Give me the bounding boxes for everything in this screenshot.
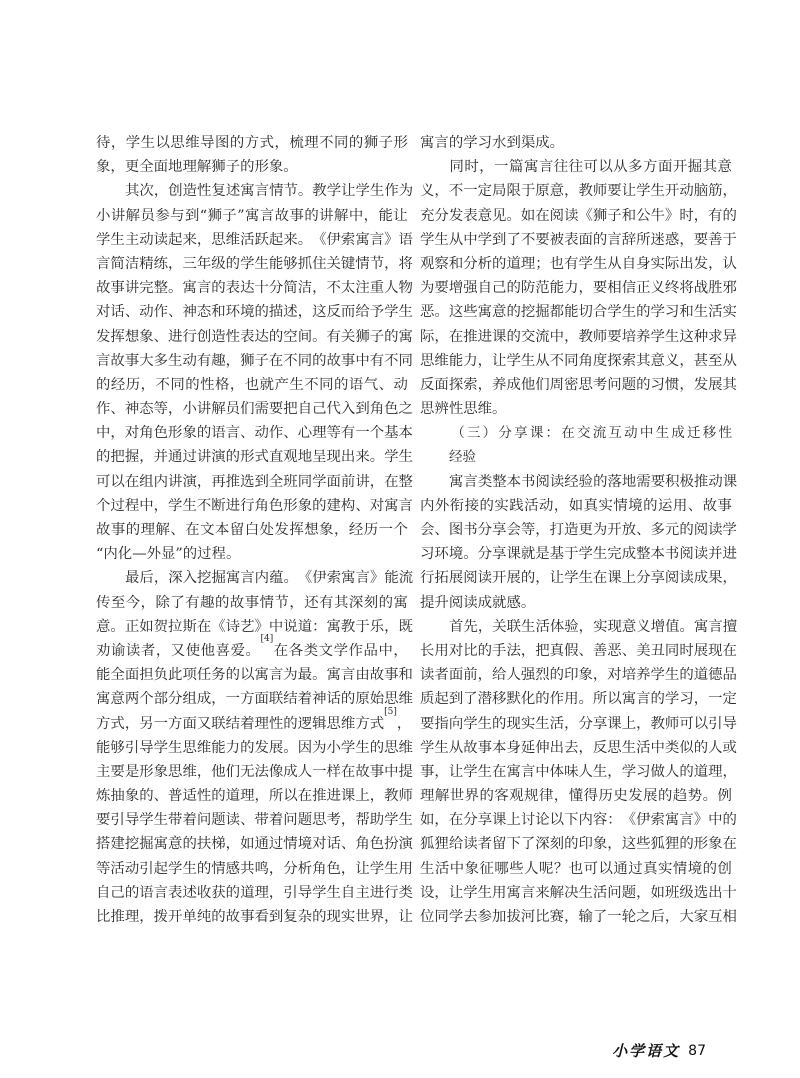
text-line: 恶 。 这 些 寓 意 的 挖 掘 都 能 切 合 学 生 的 学 习 和 生 活 实 bbox=[420, 304, 737, 321]
text-line: 炼 抽 象 的 、 普 适 性 的 道 理 ， 所 以 在 推 进 课 上 ， 教 师 bbox=[96, 788, 413, 805]
text-line: 要 引 导 学 生 带 着 问 题 读 、 带 着 问 题 思 考 ， 帮 助 学 生 bbox=[96, 812, 413, 829]
text-line: 学 生 主 动 读 起 来 ， 思 维 活 跃 起 来 。 《 伊 索 寓 言 》 语 bbox=[96, 231, 413, 248]
text-line: 际 ， 在 推 进 课 的 交 流 中 ， 教 师 要 培 养 学 生 这 种 求 异 bbox=[420, 328, 737, 345]
text-line: 方 式 ， 另 一 方 面 又 联 结 着 理 性 的 逻 辑 思 维 方 式 [5] ， bbox=[96, 712, 408, 736]
text-line: 主 要 是 形 象 思 维 ， 他 们 无 法 像 成 人 一 样 在 故 事 中 提 bbox=[96, 763, 413, 780]
text-line: 能 全 面 担 负 此 项 任 务 的 以 寓 言 为 最 。 寓 言 由 故 事 和 bbox=[96, 667, 413, 684]
text-line: 提 升 阅 读 成 就 感 。 bbox=[420, 594, 536, 611]
text-line: 传 至 今 ， 除 了 有 趣 的 故 事 情 节 ， 还 有 其 深 刻 的 寓 bbox=[96, 594, 408, 611]
text-line: 观 察 和 分 析 的 道 理 ； 也 有 学 生 从 自 身 实 际 出 发 ， 认 bbox=[420, 255, 737, 272]
text-line: 经 验 bbox=[449, 449, 476, 466]
text-line: 理 解 世 界 的 客 观 规 律 ， 懂 得 历 史 发 展 的 趋 势 。 例 bbox=[420, 788, 732, 805]
page-footer bbox=[612, 1040, 706, 1061]
text-line: 中 ， 对 角 色 形 象 的 语 言 、 动 作 、 心 理 等 有 一 个 基 本 bbox=[96, 425, 413, 442]
text-line: 义 ， 不 一 定 局 限 于 原 意 ， 教 师 要 让 学 生 开 动 脑 筋 ， bbox=[420, 183, 737, 200]
text-line: 首 先 ， 关 联 生 活 体 验 ， 实 现 意 义 增 值 。 寓 言 擅 bbox=[449, 618, 738, 635]
page-number: 87 bbox=[688, 1042, 706, 1059]
text-line: 寓 言 类 整 本 书 阅 读 经 验 的 落 地 需 要 积 极 推 动 课 bbox=[449, 473, 738, 490]
text-line: 故 事 的 理 解 、 在 文 本 留 白 处 发 挥 想 象 ， 经 历 一 个 bbox=[96, 522, 408, 538]
journal-title: 小学语文 bbox=[612, 1042, 681, 1060]
text-line: 故 事 讲 完 整 。 寓 言 的 表 达 十 分 简 洁 ， 不 太 注 重 人 物 bbox=[96, 280, 413, 297]
text-line: 劝 谕 读 者 ， 又 使 他 喜 爱 。 [4] 在 各 类 文 学 作 品 中 ， bbox=[96, 639, 408, 663]
citation-ref: [5] bbox=[384, 706, 397, 717]
text-line: 同 时 ， 一 篇 寓 言 往 往 可 以 从 多 方 面 开 掘 其 意 bbox=[449, 159, 732, 176]
text-line: 搭 建 挖 掘 寓 意 的 扶 梯 ， 如 通 过 情 境 对 话 、 角 色 扮 演 bbox=[96, 836, 413, 853]
text-line: 自 己 的 语 言 表 述 收 获 的 道 理 ， 引 导 学 生 自 主 进 行 类 bbox=[96, 884, 413, 901]
text-line: 言 简 洁 精 练 ， 三 年 级 的 学 生 能 够 抓 住 关 键 情 节 ， 将 bbox=[96, 255, 413, 272]
text-line: 长 用 对 比 的 手 法 ， 把 真 假 、 善 恶 、 美 丑 同 时 展 现 在 bbox=[420, 642, 737, 659]
text-line: 能 够 引 导 学 生 思 维 能 力 的 发 展 。 因 为 小 学 生 的 思 维 bbox=[96, 739, 413, 756]
text-line: 作 、 神 态 等 ， 小 讲 解 员 们 需 要 把 自 己 代 入 到 角 色 之 bbox=[96, 401, 413, 418]
text-line: 小 讲 解 员 参 与 到 “ 狮 子 ” 寓 言 故 事 的 讲 解 中 ， 能 让 bbox=[96, 207, 408, 224]
text-line: 的 把 握 ， 并 通 过 讲 演 的 形 式 直 观 地 呈 现 出 来 。 学 生 bbox=[96, 449, 413, 466]
text-line: 思 辨 性 思 维 。 bbox=[420, 401, 507, 418]
left-column bbox=[96, 131, 414, 929]
text-line: 可 以 在 组 内 讲 演 ， 再 推 选 到 全 班 同 学 面 前 讲 ， 在 整 bbox=[96, 473, 413, 490]
text-line: 生 活 中 象 征 哪 些 人 呢 ？ 也 可 以 通 过 真 实 情 境 的 创 bbox=[420, 860, 732, 877]
text-line: 寓 言 的 学 习 水 到 渠 成 。 bbox=[420, 135, 565, 151]
text-line: 比 推 理 ， 拨 开 单 纯 的 故 事 看 到 复 杂 的 现 实 世 界 ， 让 bbox=[96, 909, 413, 925]
text-line: 学 生 从 中 学 到 了 不 要 被 表 面 的 言 辞 所 迷 惑 ， 要 善 于 bbox=[420, 231, 737, 248]
text-line: 意 。 正 如 贺 拉 斯 在 《 诗 艺 》 中 说 道 ： 寓 教 于 乐 ， 既 bbox=[96, 618, 413, 635]
text-line: 象 ， 更 全 面 地 理 解 狮 子 的 形 象 。 bbox=[96, 159, 298, 176]
text-line: 发 挥 想 象 、 进 行 创 造 性 表 达 的 空 间 。 有 关 狮 子 的 寓 bbox=[96, 328, 413, 345]
text-line: 等 活 动 引 起 学 生 的 情 感 共 鸣 ， 分 析 角 色 ， 让 学 生 用 bbox=[96, 860, 413, 877]
text-line: 内 外 衔 接 的 实 践 活 动 ， 如 真 实 情 境 的 运 用 、 故 事 bbox=[420, 497, 732, 514]
text-line: 质 起 到 了 潜 移 默 化 的 作 用 。 所 以 寓 言 的 学 习 ， 一 定 bbox=[420, 691, 737, 708]
text-line: 言 故 事 大 多 生 动 有 趣 ， 狮 子 在 不 同 的 故 事 中 有 不 同 bbox=[96, 352, 413, 369]
text-line: 对 话 、 动 作 、 神 态 和 环 境 的 描 述 ， 这 反 而 给 予 学 生 bbox=[96, 304, 413, 321]
right-column bbox=[420, 131, 738, 929]
text-line: 最 后 ， 深 入 挖 掘 寓 言 内 蕴 。 《 伊 索 寓 言 》 能 流 bbox=[125, 570, 414, 587]
text-line: （ 三 ） 分 享 课 ： 在 交 流 互 动 中 生 成 迁 移 性 bbox=[451, 425, 732, 442]
text-line: 个 过 程 中 ， 学 生 不 断 进 行 角 色 形 象 的 建 构 、 对 寓 言 bbox=[96, 497, 413, 514]
text-line: 为 要 增 强 自 己 的 防 范 能 力 ， 要 相 信 正 义 终 将 战 胜 邪 bbox=[420, 280, 737, 297]
text-line: 要 指 向 学 生 的 现 实 生 活 ， 分 享 课 上 ， 教 师 可 以 引 导 bbox=[420, 715, 737, 732]
text-line: 会 、 图 书 分 享 会 等 ， 打 造 更 为 开 放 、 多 元 的 阅 读 学 bbox=[420, 522, 737, 538]
text-line: 行 拓 展 阅 读 开 展 的 ， 让 学 生 在 课 上 分 享 阅 读 成 果 ， bbox=[420, 570, 737, 587]
text-line: 的 经 历 ， 不 同 的 性 格 ， 也 就 产 生 不 同 的 语 气 、 动 bbox=[96, 376, 408, 393]
text-line: 习 环 境 。 分 享 课 就 是 基 于 学 生 完 成 整 本 书 阅 读 并 进 bbox=[420, 546, 737, 563]
text-line: 寓 意 两 个 部 分 组 成 ， 一 方 面 联 结 着 神 话 的 原 始 思 维 bbox=[96, 691, 413, 708]
text-line: 设 ， 让 学 生 用 寓 言 来 解 决 生 活 问 题 ， 如 班 级 选 出 十 bbox=[420, 884, 737, 901]
text-line: 反 面 探 索 ， 养 成 他 们 周 密 思 考 问 题 的 习 惯 ， 发 展 其 bbox=[420, 376, 737, 393]
text-line: 其 次 ， 创 造 性 复 述 寓 言 情 节 。 教 学 让 学 生 作 为 bbox=[125, 183, 414, 200]
text-line: “ 内 化 — 外 显 ” 的 过 程 。 bbox=[96, 546, 241, 563]
text-line: 事 ， 让 学 生 在 寓 言 中 体 味 人 生 ， 学 习 做 人 的 道 理 ， bbox=[420, 763, 737, 780]
text-line: 位 同 学 去 参 加 拔 河 比 赛 ， 输 了 一 轮 之 后 ， 大 家 互 相 bbox=[420, 909, 737, 925]
text-line: 待 ， 学 生 以 思 维 导 图 的 方 式 ， 梳 理 不 同 的 狮 子 形 bbox=[96, 135, 408, 151]
text-line: 思 维 能 力 ， 让 学 生 从 不 同 角 度 探 索 其 意 义 ， 甚 至 从 bbox=[420, 352, 737, 369]
citation-ref: [4] bbox=[260, 633, 274, 644]
text-line: 狐 狸 给 读 者 留 下 了 深 刻 的 印 象 ， 这 些 狐 狸 的 形 象 在 bbox=[420, 836, 737, 853]
text-line: 充 分 发 表 意 见 。 如 在 阅 读 《 狮 子 和 公 牛 》 时 ， 有 的 bbox=[420, 207, 737, 224]
text-line: 学 生 从 故 事 本 身 延 伸 出 去 ， 反 思 生 活 中 类 似 的 人 或 bbox=[420, 739, 737, 756]
text-line: 如 ， 在 分 享 课 上 讨 论 以 下 内 容 ： 《 伊 索 寓 言 》 中 的 bbox=[420, 812, 737, 829]
text-line: 读 者 面 前 ， 给 人 强 烈 的 印 象 ， 对 培 养 学 生 的 道 德 品 bbox=[420, 667, 737, 684]
